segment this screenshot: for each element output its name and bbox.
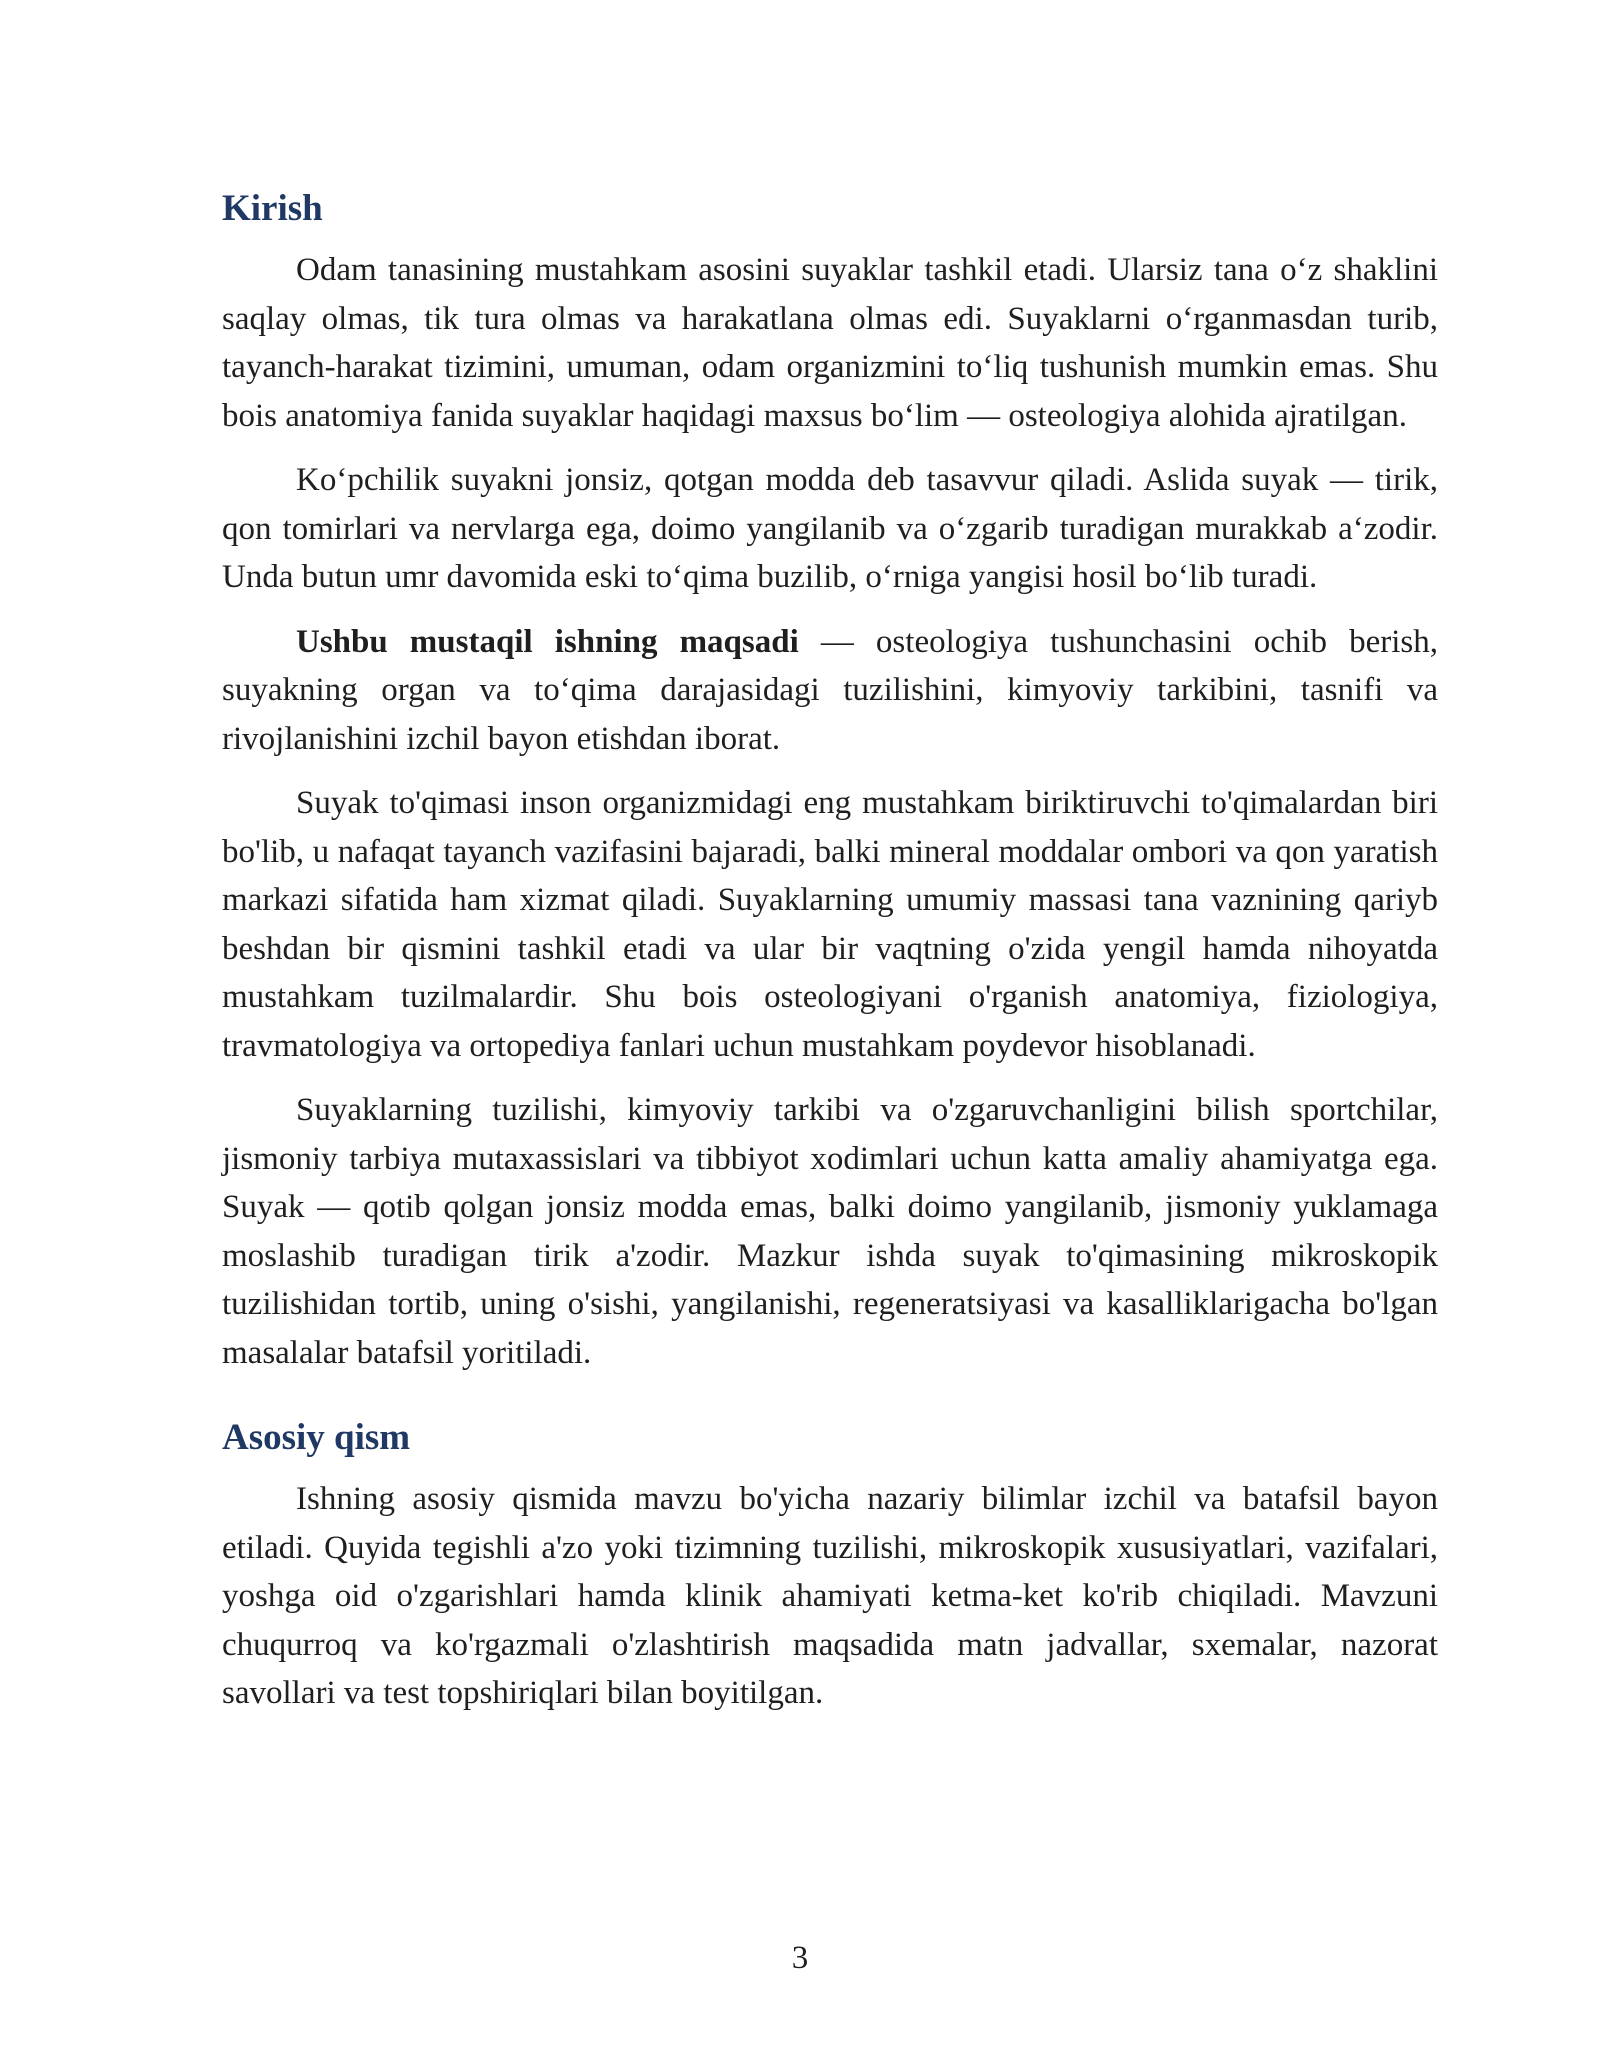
paragraph: Suyak to'qimasi inson organizmidagi eng mustahkam biriktiruvchi to'qimalardan biri bo'lib, u nafaqat tayanch vazifasini bajaradi, balki mineral moddalar ombori va qon yaratish markazi sifatida ham xizmat qiladi. Suyaklarning umumiy massasi tana vaznining qariyb beshdan bir qismini tashkil etadi va ular bir vaqtning o'zida yengil hamda nihoyatda mustahkam tuzilmalardir. Shu bois osteologiyani o'rganish anatomiya, fiziologiya, travmatologiya va ortopediya fanlari uchun mustahkam poydevor hisoblanadi. (222, 785, 1438, 1064)
paragraph: Ishning asosiy qismida mavzu bo'yicha nazariy bilimlar izchil va batafsil bayon etiladi. Quyida tegishli a'zo yoki tizimning tuzilishi, mikroskopik xususiyatlari, vazifalari, yoshga oid o'zgarishlari hamda klinik ahamiyati ketma-ket ko'rib chiqiladi. Mavzuni chuqurroq va ko'rgazmali o'zlashtirish maqsadida matn jadvallar, sxemalar, nazorat savollari va test topshiriqlari bilan boyitilgan. (222, 1481, 1438, 1711)
page-content (222, 186, 1438, 1734)
section-heading-asosiy-qism: Asosiy qism (222, 1417, 411, 1458)
aim-text: — osteologiya tushunchasini ochib berish, suyakning organ va to‘qima darajasidagi tuzilishini, kimyoviy tarkibini, tasnifi va rivojlanishini izchil bayon etishdan iborat. (222, 623, 1438, 757)
paragraph: Odam tanasining mustahkam asosini suyaklar tashkil etadi. Ularsiz tana o‘z shaklini saqlay olmas, tik tura olmas va harakatlana olmas edi. Suyaklarni o‘rganmasdan turib, tayanch-harakat tizimini, umuman, odam organizmini to‘liq tushunish mumkin emas. Shu bois anatomiya fanida suyaklar haqidagi maxsus bo‘lim — osteologiya alohida ajratilgan. (222, 252, 1438, 434)
page-number: 3 (791, 1940, 809, 1976)
aim-lead: Ushbu mustaqil ishning maqsadi (296, 623, 799, 660)
paragraph: Suyaklarning tuzilishi, kimyoviy tarkibi va o'zgaruvchanligini bilish sportchilar, jismoniy tarbiya mutaxassislari va tibbiyot xodimlari uchun katta amaliy ahamiyatga ega. Suyak — qotib qolgan jonsiz modda emas, balki doimo yangilanib, jismoniy yuklamaga moslashib turadigan tirik a'zodir. Mazkur ishda suyak to'qimasining mikroskopik tuzilishidan tortib, uning o'sishi, yangilanishi, regeneratsiyasi va kasalliklarigacha bo'lgan masalalar batafsil yoritiladi. (222, 1092, 1438, 1371)
aim-paragraph (222, 618, 1438, 764)
paragraph: Ko‘pchilik suyakni jonsiz, qotgan modda deb tasavvur qiladi. Aslida suyak — tirik, qon tomirlari va nervlarga ega, doimo yangilanib va o‘zgarib turadigan murakkab a‘zodir. Unda butun umr davomida eski to‘qima buzilib, o‘rniga yangisi hosil bo‘lib turadi. (222, 462, 1438, 595)
section-heading-kirish: Kirish (222, 188, 323, 229)
